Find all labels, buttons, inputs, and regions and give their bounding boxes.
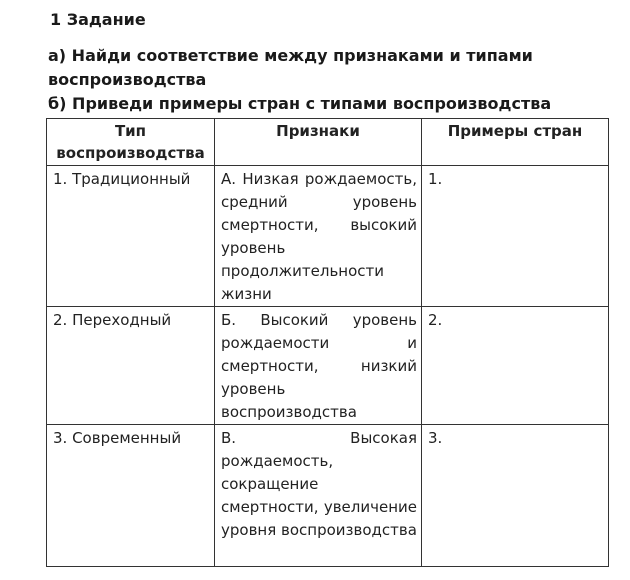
header-signs: Признаки <box>215 119 422 166</box>
instruction-a-line2: воспроизводства <box>48 70 207 89</box>
cell-type: 1. Традиционный <box>47 166 215 307</box>
table-row <box>47 425 609 567</box>
reproduction-table <box>46 118 609 567</box>
cell-sign: А. Низкая рождаемость, средний уровень смертности, высокий уровень продолжительности жизни <box>215 166 422 307</box>
cell-type: 2. Переходный <box>47 307 215 425</box>
cell-example[interactable]: 3. <box>422 425 609 567</box>
table-row <box>47 166 609 307</box>
header-examples: Примеры стран <box>422 119 609 166</box>
table-row <box>47 307 609 425</box>
cell-sign: Б. Высокий уровень рождаемости и смертности, низкий уровень воспроизводства <box>215 307 422 425</box>
cell-example[interactable]: 1. <box>422 166 609 307</box>
task-title: 1 Задание <box>50 10 146 29</box>
cell-example[interactable]: 2. <box>422 307 609 425</box>
cell-sign: В. Высокая рождаемость, сокращение смертности, увеличение уровня воспроизводства <box>215 425 422 567</box>
instruction-a-line1: а) Найди соответствие между признаками и типами <box>48 46 533 65</box>
header-type: Тип воспроизводства <box>47 119 215 166</box>
cell-type: 3. Современный <box>47 425 215 567</box>
table-header-row <box>47 119 609 166</box>
instruction-b: б) Приведи примеры стран с типами воспроизводства <box>48 94 552 113</box>
